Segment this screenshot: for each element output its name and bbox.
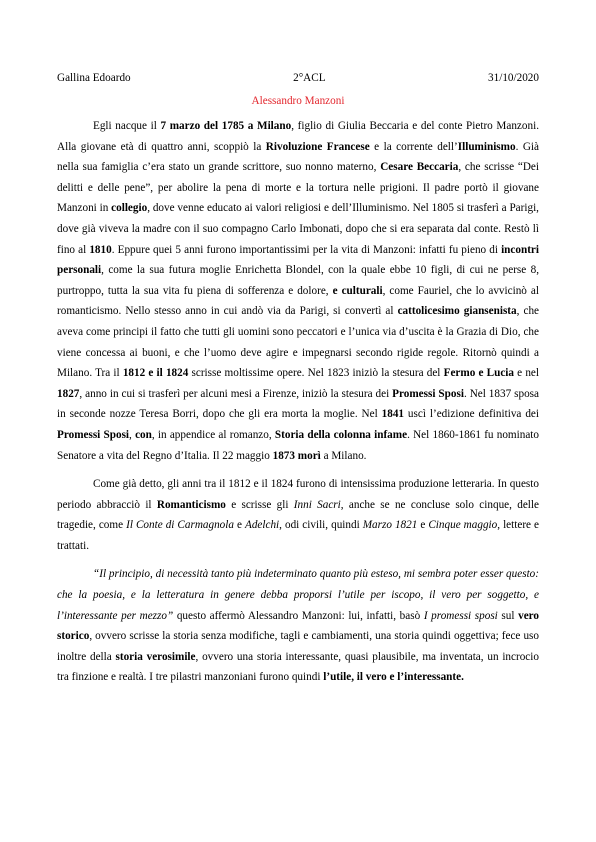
text-run: , odi civili, quindi [279,519,363,532]
bold-text: 1812 e il 1824 [122,367,189,380]
italic-text: Marzo 1821 [362,519,418,532]
text-run: e [417,519,429,532]
text-run: , ovvero scrisse la storia senza modifiche, tagli e cambiamenti, una storia quindi oggettiva; fece uso inoltre della [57,630,539,663]
bold-text: 1810 [89,243,112,256]
italic-text: “Il principio, di necessità tanto più indeterminato quanto più esteso, mi sembra poter esser questo: che la poesia, e la letteratura in genere debba proporsi l’utile per iscopo, il vero per soggetto, e l’interessante per mezzo” [57,568,539,622]
date-label: 31/10/2020 [488,72,539,84]
text-run: , anche se ne concluse solo cinque, delle tragedie, come [57,498,539,532]
bold-text: cattolicesimo giansenista [397,305,517,318]
text-run: questo affermò Alessandro Manzoni: lui, infatti, basò [173,609,424,622]
text-run: , dove venne educato ai valori religiosi e dell’Illuminismo. Nel 1805 si trasferì a Parigi, dove già viveva la madre con il suo compagno Carlo Imbonati, dopo che si era separata dal conte. Restò lì fino al [57,202,539,256]
bold-text: Illuminismo [457,140,516,153]
paragraph [57,474,539,556]
bold-text: collegio [111,202,148,215]
bold-text: vero storico [57,609,540,643]
bold-text: Cesare Beccaria [380,161,459,174]
paragraph [57,564,539,688]
page-header [57,72,539,84]
text-run: , ovvero una storia interessante, quasi plausibile, ma inventata, un incrocio tra finzione e realtà. I tre pilastri manzoniani furono quindi [57,650,539,684]
bold-text: Fermo e Lucia [443,367,514,380]
document-title: Alessandro Manzoni [251,95,345,107]
text-run: scrisse moltissime opere. Nel 1823 iniziò la stesura del [188,367,444,380]
text-run: e nel [513,367,539,380]
italic-text: Inni Sacri [293,498,341,511]
bold-text: 7 marzo del 1785 a Milano [160,120,292,132]
text-run: , anno in cui si trasferì per alcuni mesi a Firenze, iniziò la stesura dei [79,387,393,400]
italic-text: I promessi sposi [423,609,498,622]
text-run: , che scrisse “Dei delitti e delle pene”, per abolire la pena di morte e la tortura nelle prigioni. Il padre portò il giovane Manzoni in [57,161,539,215]
text-run: , come Fauriel, che lo avvicinò al romanticismo. Nello stesso anno in cui andò via da Parigi, si convertì al [57,284,539,318]
paragraph [57,116,539,466]
bold-text: Storia della colonna infame [274,428,408,441]
bold-text: Romanticismo [156,498,226,511]
text-run: , come la sua futura moglie Enrichetta Blondel, con la quale ebbe 10 figli, di cui ne perse 8, purtroppo, tutta la sua vita fu piena di sofferenza e dolore, [57,264,539,297]
text-run: . Nel 1837 sposa in seconde nozze Teresa Borri, dopo che gli era morta la moglie. Nel [57,387,540,421]
italic-text: Cinque maggio [428,519,498,532]
text-run: Come già detto, gli anni tra il 1812 e il 1824 furono di intensissima produzione letteraria. In questo periodo abbracciò il [57,478,539,511]
bold-text: 1873 morì [272,449,321,462]
text-run: , figlio di Giulia Beccaria e del conte Pietro Manzoni. Alla giovane età di quattro anni, scoppiò la [57,120,539,153]
document-body [57,116,539,696]
text-run: sul [497,609,519,622]
author-name: Gallina Edoardo [57,72,131,84]
bold-text: storia verosimile [115,650,196,663]
bold-text: 1841 [381,408,404,421]
text-run: . Già nella sua famiglia c’era stato un grande scrittore, suo nonno materno, [57,140,539,174]
bold-text: incontri personali [57,243,539,277]
text-run: a Milano. [320,449,367,462]
italic-text: Adelchi [245,519,280,532]
class-label: 2°ACL [293,72,326,84]
text-run: . Nel 1860-1861 fu nominato Senatore a vita del Regno d’Italia. Il 22 maggio [57,428,540,462]
text-run: , in appendice al romanzo, [151,428,275,441]
bold-text: 1827 [57,387,80,400]
text-run: , che aveva come principi il fatto che tutti gli uomini sono peccatori e l’unica via d’uscita è la Grazia di Dio, che viene concessa ai buoni, e che l’uomo deve agire e impegnarsi secondo rigide regole. Ritornò quindi a Milano. Tra il [57,305,540,380]
text-run: Egli nacque il [93,120,161,132]
text-run: e scrisse gli [225,498,294,511]
bold-text: l’utile, il vero e l’interessante. [323,671,464,684]
bold-text: con [135,428,152,441]
bold-text: e culturali [332,284,383,297]
text-run: , [129,428,136,441]
text-run: e la corrente dell’ [369,140,458,153]
bold-text: Promessi Sposi [392,387,464,400]
text-run: e [233,519,245,532]
italic-text: Il Conte di Carmagnola [126,519,234,532]
bold-text: Promessi Sposi [57,428,130,441]
text-run: , lettere e trattati. [57,519,539,552]
text-run: . Eppure quei 5 anni furono importantissimi per la vita di Manzoni: infatti fu pieno di [111,243,502,256]
bold-text: Rivoluzione Francese [265,140,370,153]
text-run: uscì l’edizione definitiva dei [404,408,539,421]
